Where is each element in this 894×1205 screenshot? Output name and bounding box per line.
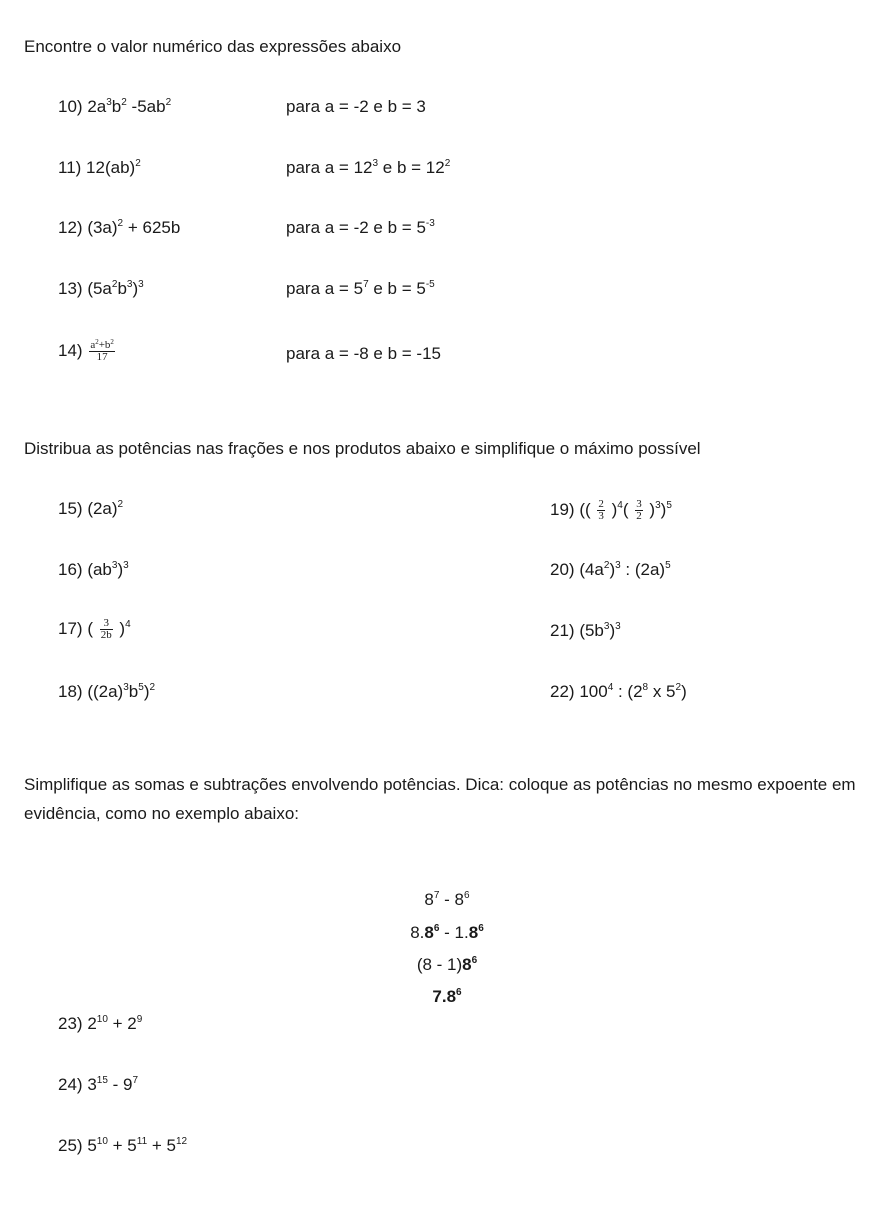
condition-12: para a = -2 e $b = 5^{-3}$ <box>286 218 435 237</box>
exercise-14 <box>58 340 117 363</box>
exercise-number: 19) <box>550 499 575 519</box>
exercise-number: 10) <box>58 97 83 116</box>
section1-title: Encontre o valor numérico das expressões abaixo <box>24 37 402 56</box>
exercise-23 <box>58 1014 142 1034</box>
exercise-15 <box>58 499 123 519</box>
exercise-number: 14) <box>58 340 83 360</box>
condition-14: para a = -8 e b = -15 <box>286 344 441 363</box>
exercise-number: 23) <box>58 1014 83 1033</box>
exercise-22 <box>550 682 687 702</box>
expression: $((2a)^3b^5)^2$ <box>87 682 156 701</box>
exercise-number: 12) <box>58 218 83 237</box>
exercise-number: 17) <box>58 618 83 638</box>
expression: $(5a^2b^3)^3$ <box>87 279 144 298</box>
expression: $(2a)^2$ <box>87 499 124 518</box>
expression: $2^{10} + 2^9$ <box>87 1014 143 1033</box>
expression: (( $\frac{2}{3}$ )$^4$( $\frac{3}{2}$ )$^3$)$^5$ <box>579 498 672 522</box>
exercise-number: 16) <box>58 560 83 579</box>
expression: $5^{10} + 5^{11} + 5^{12}$ <box>87 1136 188 1155</box>
condition-prefix: para a = <box>286 279 349 298</box>
condition-prefix: para a = -2 e b = <box>286 218 412 237</box>
condition-prefix: para a = <box>286 158 349 177</box>
expression: $3^{15} - 9^7$ <box>87 1075 139 1094</box>
exercise-17 <box>58 618 131 641</box>
exercise-20 <box>550 560 671 580</box>
exercise-10 <box>58 97 171 117</box>
fraction-expression: $\frac{a^2+b^2}{17}$ <box>90 338 114 363</box>
section3-intro: Simplifique as somas e subtrações envolvendo potências. Dica: coloque as potências no mesmo expoente em evidência, como no exemplo abaixo: <box>24 775 856 823</box>
expression: ( $\frac{3}{2b}$ )$^4$ <box>87 617 131 641</box>
section2-title: Distribua as potências nas frações e nos produtos abaixo e simplifique o máximo possível <box>24 439 701 458</box>
expression: 12(ab)$^2$ <box>86 158 141 177</box>
exercise-number: 21) <box>550 621 575 640</box>
exercise-number: 18) <box>58 682 83 701</box>
exercise-16 <box>58 560 129 580</box>
condition-13: para $a = 5^7$ e $b = 5^{-5}$ <box>286 279 435 298</box>
exercise-number: 11) <box>58 158 82 177</box>
exercise-24 <box>58 1075 138 1095</box>
exercise-25 <box>58 1136 187 1156</box>
exercise-18 <box>58 682 155 702</box>
example-line-1: $8^7 - 8^6$ <box>424 890 470 909</box>
example-line-2: $8.8^6 - 1.8^6$ <box>410 923 484 942</box>
exercise-12 <box>58 218 180 238</box>
example-line-3: $(8 - 1)8^6$ <box>416 955 478 974</box>
expression: $(5b^3)^3$ <box>579 621 621 640</box>
condition-11: para $a = 12^3$ e $b = 12^2$ <box>286 158 451 177</box>
expression: $100^4$ : ($2^8$ x $5^2$) <box>579 682 687 701</box>
expression: $(ab^3)^3$ <box>87 560 129 579</box>
exercise-19 <box>550 499 672 522</box>
exercise-number: 15) <box>58 499 83 518</box>
expression: $2a^3b^2$ $-5ab^2$ <box>87 97 172 116</box>
condition-10: para a = -2 e b = 3 <box>286 97 426 116</box>
exercise-13 <box>58 279 144 299</box>
expression: $(3a)^2 + 625b$ <box>87 218 181 237</box>
exercise-11 <box>58 158 141 178</box>
expression: $(4a^2)^3$ : $(2a)^5$ <box>579 560 671 579</box>
exercise-21 <box>550 621 621 641</box>
exercise-number: 20) <box>550 560 575 579</box>
exercise-number: 13) <box>58 279 83 298</box>
exercise-number: 22) <box>550 682 575 701</box>
exercise-number: 25) <box>58 1136 83 1155</box>
exercise-number: 24) <box>58 1075 83 1094</box>
example-line-4: $7.8^6$ <box>432 987 462 1006</box>
